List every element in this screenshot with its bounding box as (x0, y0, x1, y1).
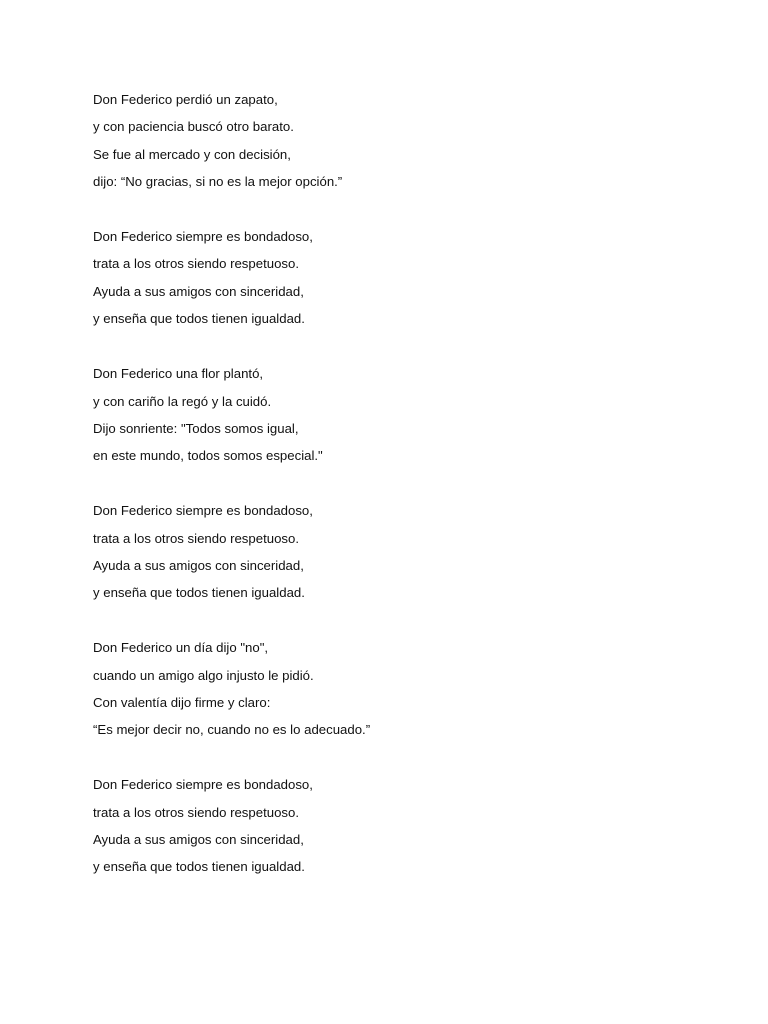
verse-line: Dijo sonriente: "Todos somos igual, (93, 420, 299, 436)
verse-line: dijo: “No gracias, si no es la mejor opción.” (93, 174, 343, 190)
verse-line: trata a los otros siendo respetuoso. (93, 804, 299, 820)
verse-line: Con valentía dijo firme y claro: (93, 695, 271, 711)
stanza-5 (93, 634, 693, 744)
verse-line: Ayuda a sus amigos con sinceridad, (93, 832, 304, 848)
verse-line: y con paciencia buscó otro barato. (93, 119, 294, 135)
verse-line: cuando un amigo algo injusto le pidió. (93, 667, 314, 683)
verse-line: Ayuda a sus amigos con sinceridad, (93, 557, 304, 573)
verse-line: trata a los otros siendo respetuoso. (93, 256, 299, 272)
verse-line: Don Federico siempre es bondadoso, (93, 503, 313, 519)
verse-line: en este mundo, todos somos especial." (93, 448, 323, 464)
verse-line: y enseña que todos tienen igualdad. (93, 859, 305, 875)
verse-line: trata a los otros siendo respetuoso. (93, 530, 299, 546)
stanza-6-chorus (93, 771, 693, 881)
verse-line: Ayuda a sus amigos con sinceridad, (93, 283, 304, 299)
verse-line: y con cariño la regó y la cuidó. (93, 393, 272, 409)
verse-line: “Es mejor decir no, cuando no es lo adecuado.” (93, 722, 371, 738)
verse-line: Se fue al mercado y con decisión, (93, 146, 291, 162)
stanza-2-chorus (93, 223, 693, 333)
document-page (93, 86, 693, 908)
verse-line: Don Federico una flor plantó, (93, 366, 264, 382)
verse-line: Don Federico perdió un zapato, (93, 92, 278, 107)
stanza-1 (93, 86, 693, 196)
verse-line: y enseña que todos tienen igualdad. (93, 311, 305, 327)
verse-line: Don Federico un día dijo "no", (93, 640, 269, 656)
verse-line: Don Federico siempre es bondadoso, (93, 777, 313, 793)
stanza-3 (93, 360, 693, 470)
verse-line: y enseña que todos tienen igualdad. (93, 585, 305, 601)
verse-line: Don Federico siempre es bondadoso, (93, 229, 313, 245)
stanza-4-chorus (93, 497, 693, 607)
